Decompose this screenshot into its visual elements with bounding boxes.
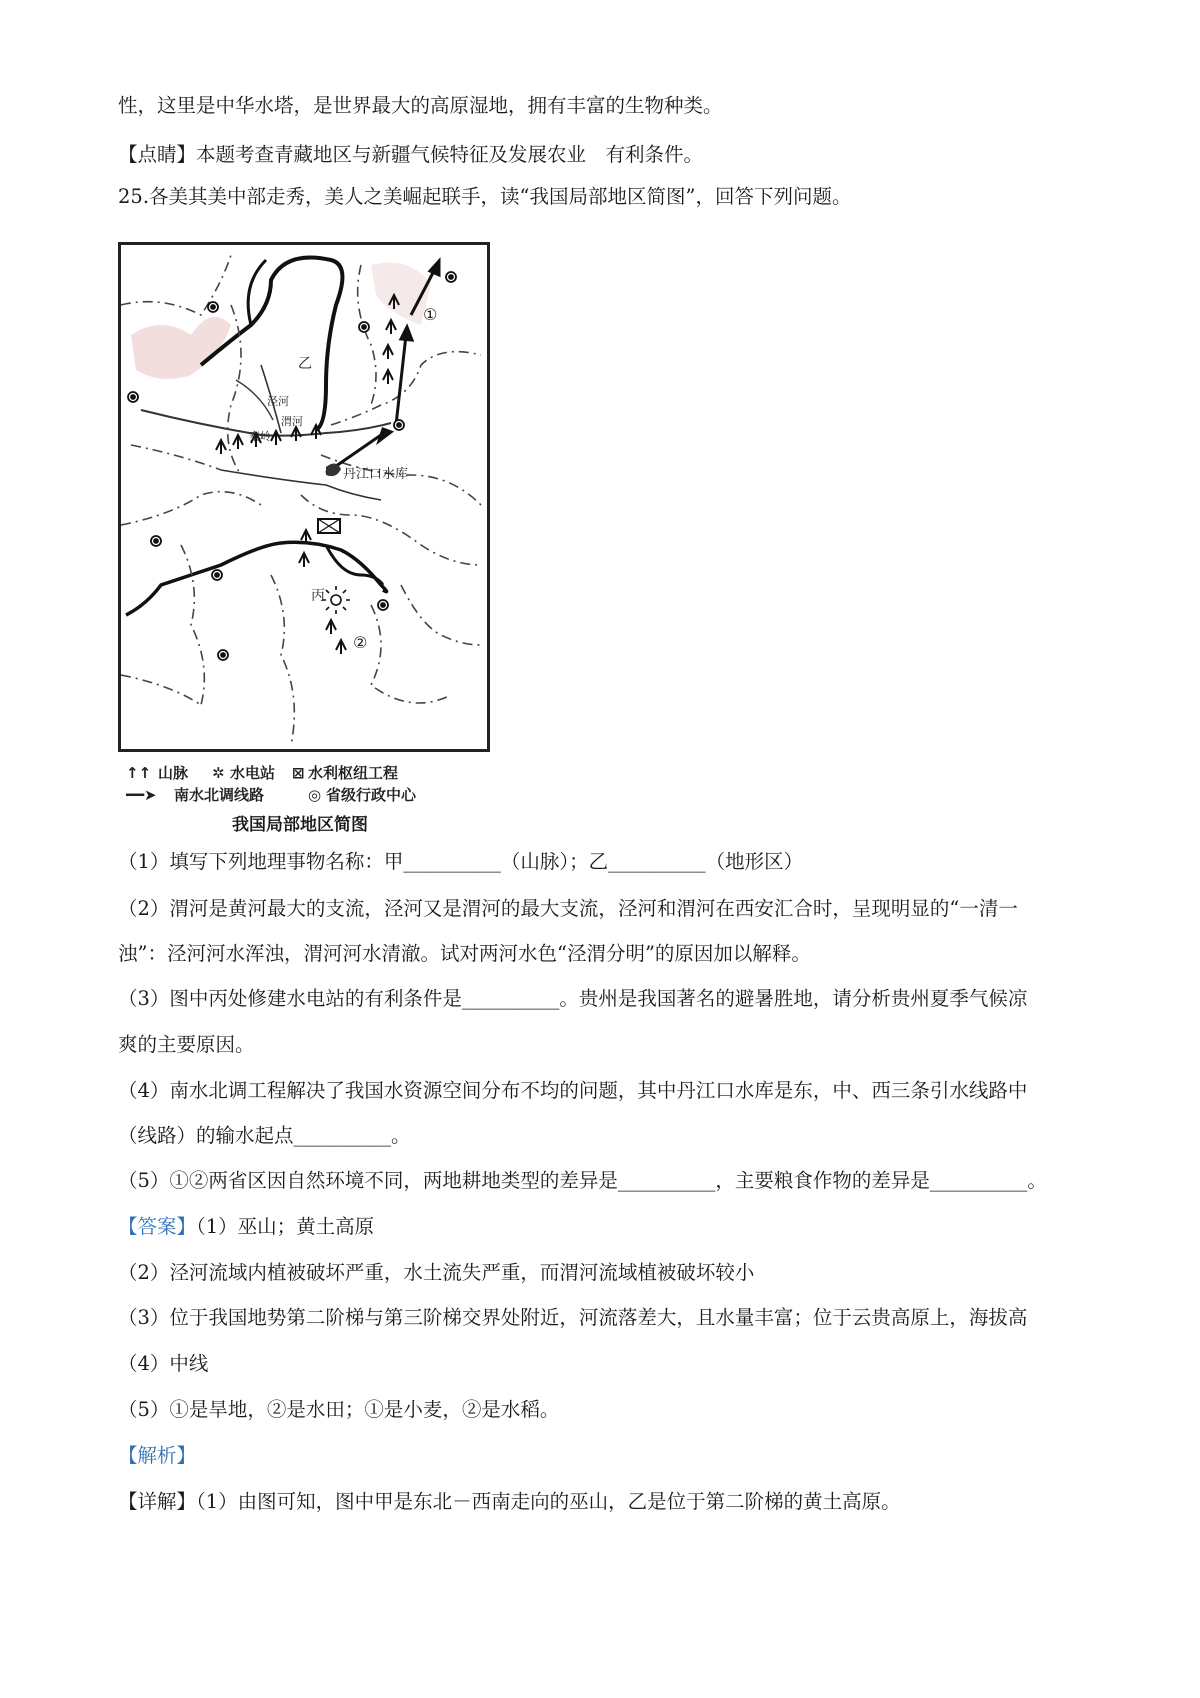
question-3a: （3）图中丙处修建水电站的有利条件是__________。贵州是我国著名的避暑胜地，请分析贵州夏季气候凉: [118, 987, 1028, 1010]
capital-icon: ◎: [308, 786, 322, 804]
hub-icon: ⊠: [292, 764, 305, 782]
label-circle-1: ①: [423, 305, 438, 324]
question-3b: 爽的主要原因。: [118, 1033, 255, 1056]
label-bing: 丙: [311, 588, 325, 604]
hydro-icon: ✲: [212, 764, 225, 782]
tip-line: 【点睛】本题考查青藏地区与新疆气候特征及发展农业 有利条件。: [118, 143, 704, 166]
answer-label: 【答案】: [118, 1215, 197, 1238]
answer-1: （1）巫山；黄土高原: [196, 1215, 375, 1238]
label-danjiangkou: 丹江口水库: [343, 467, 409, 482]
map-title: 我国局部地区简图: [232, 815, 368, 835]
question-2b: 浊”：泾河河水浑浊，渭河河水清澈。试对两河水色“泾渭分明”的原因加以解释。: [118, 942, 811, 965]
answer-4: （4）中线: [118, 1352, 209, 1375]
legend-hub: 水利枢纽工程: [308, 764, 399, 782]
label-weihe: 渭河: [281, 415, 303, 428]
label-qinling: 秦岭: [249, 430, 271, 443]
question-4b: （线路）的输水起点__________。: [118, 1124, 411, 1147]
question-4a: （4）南水北调工程解决了我国水资源空间分布不均的问题，其中丹江口水库是东，中、西三条引水线路中: [118, 1079, 1028, 1102]
question-5: （5）①②两省区因自然环境不同，两地耕地类型的差异是__________，主要粮食作物的差异是__________。: [118, 1169, 1047, 1192]
analysis-label: 【解析】: [118, 1444, 197, 1467]
mountain-icon: ↑↑: [126, 764, 152, 782]
question-stem: 25.各美其美中部走秀，美人之美崛起联手，读“我国局部地区简图”，回答下列问题。: [118, 185, 852, 208]
question-2a: （2）渭河是黄河最大的支流，泾河又是渭河的最大支流，泾河和渭河在西安汇合时，呈现明显的“一清一: [118, 897, 1018, 920]
legend-capital: 省级行政中心: [326, 786, 417, 804]
detail-line: 【详解】（1）由图可知，图中甲是东北－西南走向的巫山，乙是位于第二阶梯的黄土高原。: [118, 1490, 901, 1513]
legend-hydro: 水电站: [230, 764, 276, 782]
map-frame: [118, 242, 490, 752]
label-yi: 乙: [298, 356, 312, 372]
map-figure: [112, 232, 500, 835]
text-line: 性，这里是中华水塔，是世界最大的高原湿地，拥有丰富的生物种类。: [118, 94, 723, 117]
arrow-icon: ━━➤: [126, 786, 157, 804]
answer-2: （2）泾河流域内植被破坏严重，水土流失严重，而渭河流域植被破坏较小: [118, 1261, 755, 1284]
label-circle-2: ②: [353, 633, 368, 652]
answer-3: （3）位于我国地势第二阶梯与第三阶梯交界处附近，河流落差大，且水量丰富；位于云贵高原上，海拔高: [118, 1306, 1028, 1329]
map-legend: [112, 762, 500, 806]
answer-line-1: [118, 1213, 374, 1241]
answer-5: （5）①是旱地，②是水田；①是小麦，②是水稻。: [118, 1398, 560, 1421]
question-1: （1）填写下列地理事物名称：甲__________（山脉）；乙__________（地形区）: [118, 850, 804, 873]
label-jinghe: 泾河: [267, 395, 289, 408]
legend-route: 南水北调线路: [174, 786, 265, 804]
legend-mountain: 山脉: [158, 764, 189, 782]
